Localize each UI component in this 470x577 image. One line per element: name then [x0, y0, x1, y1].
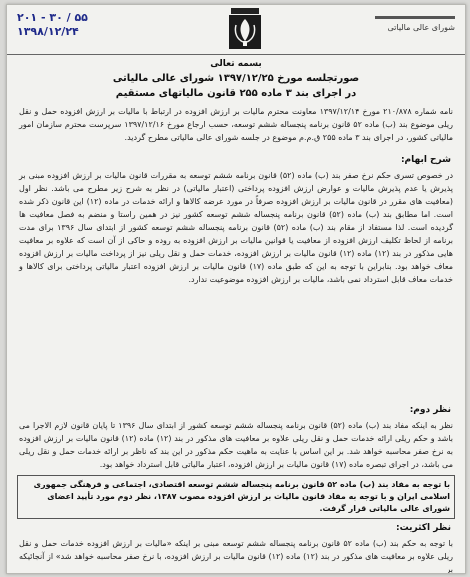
org-bar — [375, 16, 455, 19]
section-heading-second-opinion: نظر دوم: — [409, 405, 451, 415]
intro-paragraph: نامه شماره ۲۱۰/۸۷۸ مورخ ۱۳۹۷/۱۲/۱۴ معاونت محترم مالیات بر ارزش افزوده در ارتباط با مالیات بر ارزش افزوده حمل و نقل ریلی موضوع بند (ب) ماده ۵۲ قانون برنامه پنجساله ششم توسعه، حسب ارجاع مورخ ۱۳۹۷/۱۲/۱۶ سرپرست محترم سازمان امور مالیاتی کشور، در اجرای بند ۳ ماده ۲۵۵ ق.م.م موضوع در جلسه شورای عالی مالیاتی مطرح گردید. — [19, 107, 454, 142]
doc-title-line3: در اجرای بند ۳ ماده ۲۵۵ قانون مالیاتهای مستقیم — [115, 88, 357, 99]
iran-emblem-icon — [227, 11, 263, 51]
decision-box: با توجه به مفاد بند (ب) ماده ۵۲ قانون برنامه پنجساله ششم توسعه اقتصادی، اجتماعی و فرهنگی جمهوری اسلامی ایران و با توجه به مفاد قانون مالیات بر ارزش افزوده مصوب ۱۳۸۷، نظر دوم مورد تأیید اعضای شورای عالی مالیاتی قرار گرفت. — [17, 475, 455, 519]
header-divider — [7, 54, 465, 55]
document-page — [6, 4, 466, 574]
section-text-first-opinion: در خصوص تسری حکم نرخ صفر بند (ب) ماده (۵۲) قانون برنامه ششم توسعه به مقررات قانون مالیات بر ارزش افزوده مبنی بر پذیرش یا عدم پذیرش مالیات و عوارض ارزش افزوده پرداختی (اعتبار مالیاتی) در نظر به شرح زیر مطرح می باشد. نظر اول (معافیت های مقرر در قانون مالیات بر ارزش افزوده صرفاً در مورد عرضه کالاها و ارائه خدمات در ماده (۱۲) این قانون ذکر شده است. اما مطابق بند (ب) ماده (۵۲) قانون برنامه پنجساله ششم توسعه کشور نیز در همین راستا و منضم به فصل معافیت ها گردیده است. لذا مستفاد از مقام بند (ب) ماده (۵۲) قانون برنامه پنجساله ششم توسعه کشور از ابتدای سال ۱۳۹۶ برای مدت برنامه از لحاظ تکلیف ارزش افزوده از معافیت یا قوانین مالیات بر ارزش افزوده به روده و حاکی از آن است که علاوه بر معافیت هایی مذکور در بند (۱۲) ماده (۱۲) قانون مالیات بر ارزش افزوده، خدمات حمل و نقل ریلی نیز از پرداخت مالیات بر ارزش افزوده معاف خواهد بود. بنابراین با توجه به این که طبق ماده (۱۷) قانون مالیات بر ارزش افزوده اعتبار مالیاتی پرداختی برای کالاها و خدمات معاف قابل استرداد نمی باشد، مالیات بر ارزش افزوده موضوعیت ندارد. — [19, 171, 454, 284]
conclusion-text: با توجه به حکم بند (ب) ماده ۵۲ قانون برنامه پنجساله ششم توسعه مبنی بر اینکه «مالیات بر ارزش افزوده خدمات حمل و نقل ریلی علاوه بر معافیت های مذکور در بند (۱۲) ماده (۱۲) قانون مالیات بر ارزش افزوده، با نرخ صفر محاسبه خواهد شد» از آنجائیکه بر — [19, 539, 454, 574]
organization-name: شورای عالی مالیاتی — [387, 23, 455, 32]
section-heading-ambiguity: شرح ابهام: — [400, 155, 451, 165]
doc-title-line2: صورتجلسه مورخ ۱۳۹۷/۱۲/۲۵ شورای عالی مالیاتی — [112, 73, 360, 84]
conclusion-heading: نظر اکثریت: — [396, 523, 451, 533]
doc-title-line1: بسمه تعالی — [210, 59, 262, 69]
reference-date: ۱۳۹۸/۱۲/۲۴ — [17, 25, 79, 38]
reference-block — [17, 11, 88, 39]
reference-number: ۲۰۱ - ۳۰ / ۵۵ — [17, 11, 88, 24]
organization-block — [335, 13, 455, 33]
section-text-second-opinion: نظر به اینکه مفاد بند (ب) ماده (۵۲) قانون برنامه پنجساله ششم توسعه کشور از ابتدای سال ۱۳۹۶ تا پایان قانون لازم الاجرا می باشد و حکم ریلی ارائه خدمات حمل و نقل ریلی علاوه بر معافیت های مذکور در بند (۱۲) ماده (۱۲) قانون مالیات بر ارزش افزوده به نرخ صفر محاسبه خواهد شد. بر این اساس با عنایت به ماهیت حکم مذکور در این بند که ناظر بر ارائه خدمات حمل و نقل ریلی می باشد، در اجرای تبصره ماده (۱۷) قانون مالیات بر ارزش افزوده، اعتبار مالیاتی قابل استرداد خواهد بود. — [19, 421, 453, 469]
